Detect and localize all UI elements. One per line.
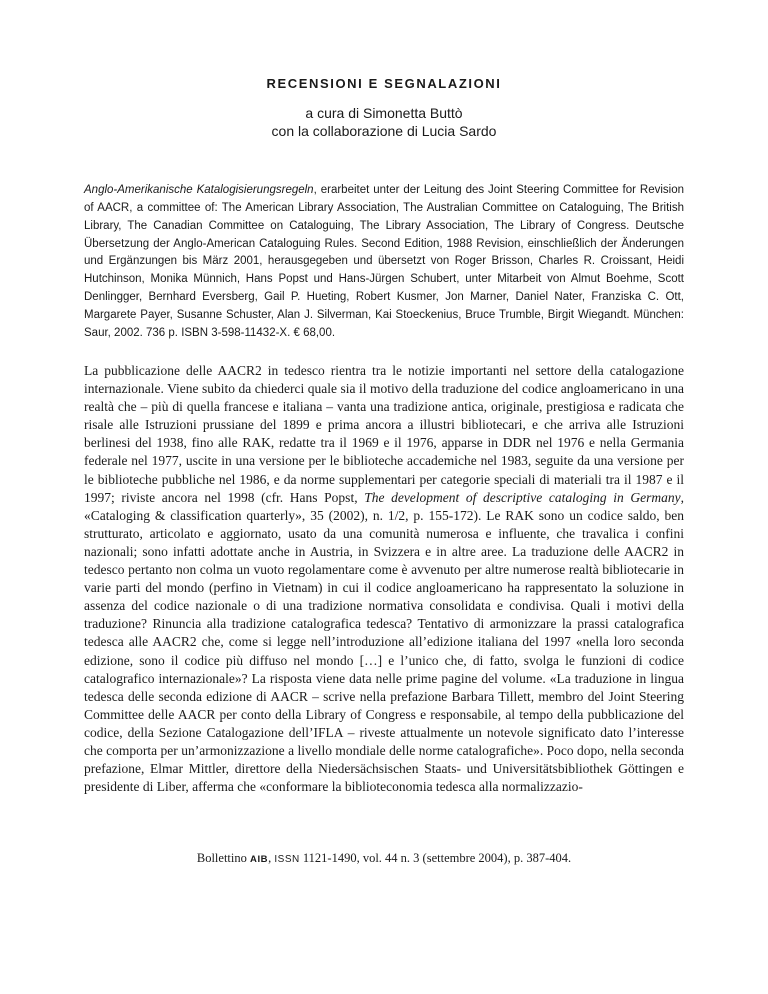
- review-body: [84, 362, 684, 796]
- bibliographic-details: , erarbeitet unter der Leitung des Joint Steering Committee for Revision of AACR, a committee of: The American Library Association, The Australian Committee on Cataloguing, The British Library, The Canadian Committee on Cataloguing, The Library Association, The Library of Congress. Deutsche Übersetzung der Anglo-American Cataloguing Rules. Second Edition, 1988 Revision, einschließlich der Änderungen und Ergänzungen bis März 2001, herausgegeben und übersetzt von Roger Brisson, Charles R. Croissant, Heidi Hutchinson, Monika Münnich, Hans Popst und Hans-Jürgen Schubert, unter Mitarbeit von Almut Boehme, Scott Denlingger, Bernhard Eversberg, Gail P. Hueting, Robert Kusmer, Jon Marner, Daniel Nater, Franziska C. Ott, Margarete Payer, Susanne Schuster, Alan J. Silverman, Kai Stoeckenius, Bruce Trumble, Birgit Wiegandt. München: Saur, 2002. 736 p. ISBN 3-598-11432-X. € 68,00.: [84, 184, 684, 339]
- bibliographic-entry: [84, 182, 684, 343]
- review-text-part-2: , «Cataloging & classification quarterly», 35 (2002), n. 1/2, p. 155-172). Le RAK sono un codice saldo, ben strutturato, articolato e aggiornato, usato da una comunità numerosa e influente, che travalica i confini nazionali; sono infatti adottate anche in Austria, in Svizzera e in altre aree. La traduzione delle AACR2 in tedesco pertanto non colma un vuoto regolamentare come è avvenuto per altre numerose realtà bibliotecarie in varie parti del mondo (perfino in Vietnam) in cui il codice angloamericano ha rappresentato la soluzione in assenza del codice nazionale o di una tradizione normativa consolidata e condivisa. Quali i motivi della traduzione? Rinuncia alla tradizione catalografica tedesca? Tentativo di armonizzare la prassi catalografica tedesca alle AACR2 che, come si legge nell’introduzione all’edizione italiana del 1997 «nella loro seconda edizione, sono il codice più diffuso nel mondo […] e l’unico che, di fatto, svolga le funzioni di codice catalografico internazionale»? La risposta viene data nelle prime pagine del volume. «La traduzione in lingua tedesca delle seconda edizione di AACR – scrive nella prefazione Barbara Tillett, membro del Joint Steering Committee delle AACR per conto della Library of Congress e responsabile, al tempo della pubblicazione del codice, della Sezione Catalogazione dell’IFLA – riveste attualmente un notevole significato dato l’interesse che comporta per un’armonizzazione a livello mondiale delle norme catalografiche». Poco dopo, nella seconda prefazione, Elmar Mittler, direttore della Niedersächsischen Staats- und Universitätsbibliothek Göttingen e presidente di Liber, afferma che «conformare la biblioteconomia tedesca alla normalizzazio-: [84, 489, 684, 795]
- journal-name: Bollettino: [196, 851, 247, 865]
- review-text-part-1: La pubblicazione delle AACR2 in tedesco rientra tra le notizie importanti nel settore della catalogazione internazionale. Viene subito da chiederci quale sia il motivo della traduzione del codice angloamericano in una realtà che – più di quella francese e italiana – vanta una tradizione antica, originale, prestigiosa e radicata che risale alle Istruzioni prussiane del 1899 e prima ancora a illustri bibliotecari, e che arriva alle Istruzioni berlinesi del 1938, fino alle RAK, redatte tra il 1969 e il 1976, apparse in DDR nel 1976 e nella Germania federale nel 1977, uscite in una versione per le biblioteche accademiche nel 1983, seguite da una versione per le biblioteche pubbliche nel 1986, e da norme supplementari per categorie speciali di materiali tra il 1987 e il 1997; riviste ancora nel 1998 (cfr. Hans Popst,: [84, 363, 684, 505]
- issue-citation: 1121-1490, vol. 44 n. 3 (settembre 2004), p. 387-404.: [302, 851, 572, 865]
- book-title: Anglo-Amerikanische Katalogisierungsregeln: [84, 184, 314, 196]
- journal-mark: AIB: [249, 854, 269, 865]
- cited-article-title: The development of descriptive cataloging in Germany: [364, 489, 681, 505]
- collaborator-credit: con la collaborazione di Lucia Sardo: [271, 123, 497, 139]
- editor-credit: a cura di Simonetta Buttò: [305, 105, 463, 121]
- editors-block: [0, 104, 768, 140]
- page-footer: Bollettino AIB, ISSN 1121-1490, vol. 44 n. 3 (settembre 2004), p. 387-404.: [196, 851, 572, 865]
- section-title: RECENSIONI E SEGNALAZIONI: [266, 76, 502, 91]
- issn-label: ISSN: [274, 854, 300, 865]
